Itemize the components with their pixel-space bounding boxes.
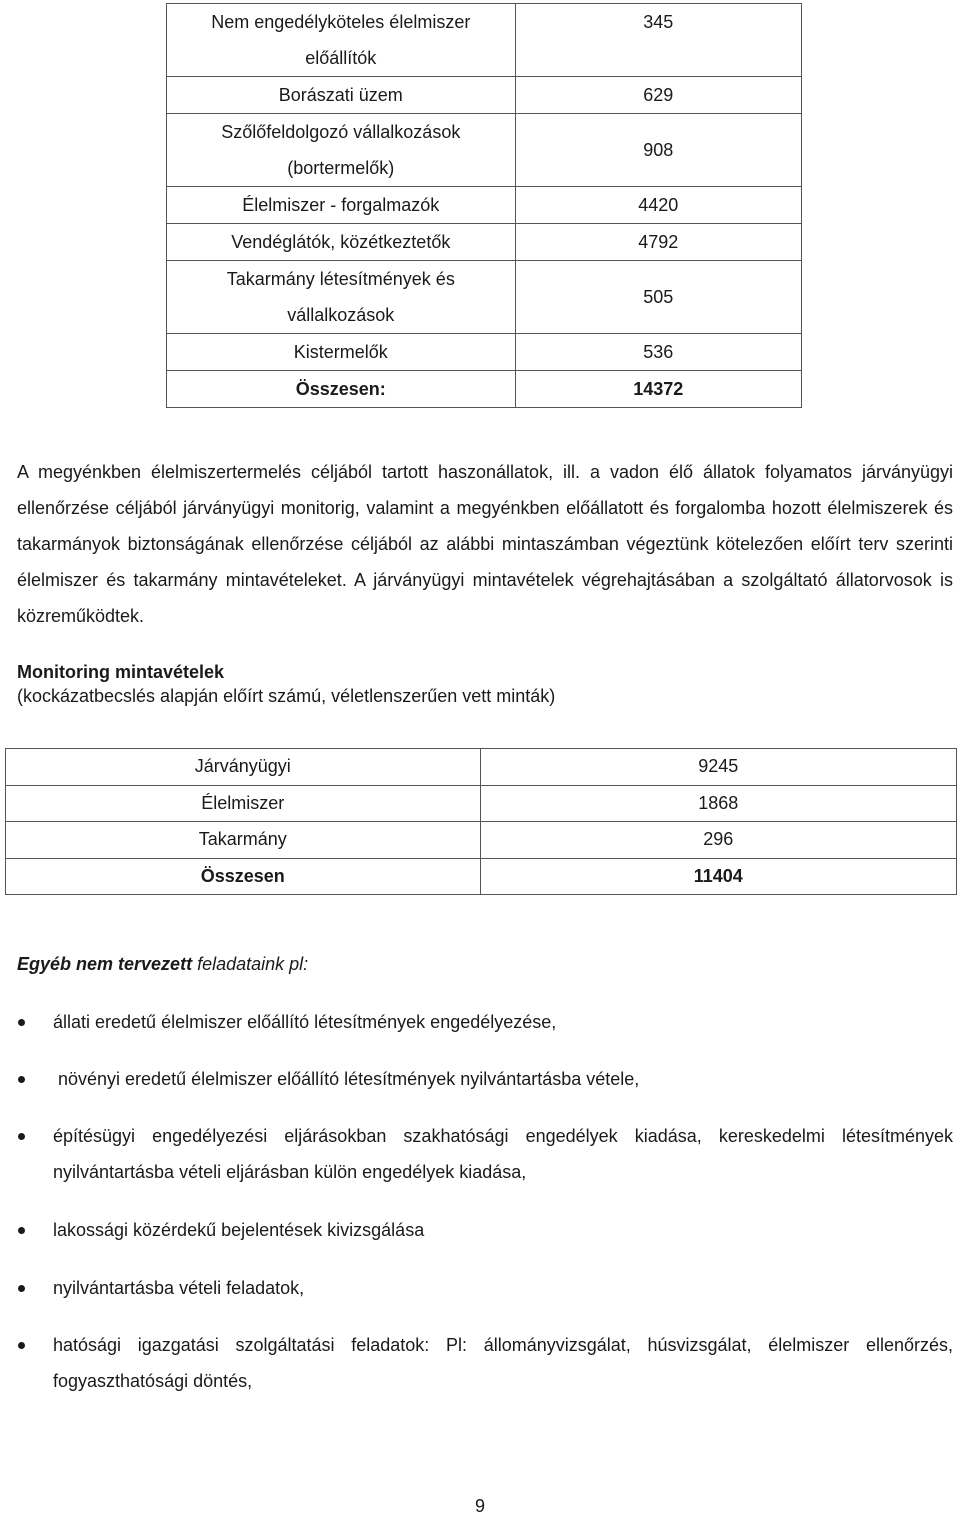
bullet-icon — [18, 1285, 25, 1292]
bullet-icon — [18, 1133, 25, 1140]
table-cell-label: Szőlőfeldolgozó vállalkozások (bortermelők) — [167, 114, 516, 187]
table-total-label: Összesen — [6, 858, 481, 895]
table-row — [167, 334, 802, 371]
list-item-text: állati eredetű élelmiszer előállító létesítmények engedélyezése, — [53, 1012, 557, 1032]
bullet-icon — [18, 1342, 25, 1349]
table-cell-value: 9245 — [480, 749, 956, 786]
table-cell-value: 4792 — [515, 224, 801, 261]
table-row — [167, 114, 802, 187]
bullet-icon — [18, 1076, 25, 1083]
bullet-icon — [18, 1019, 25, 1026]
table-cell-value: 908 — [515, 114, 801, 187]
table-total-label: Összesen: — [167, 371, 516, 408]
other-tasks-heading-rest: feladataink pl: — [192, 954, 309, 974]
list-item-text: nyilvántartásba vételi feladatok, — [53, 1278, 305, 1298]
table-cell-label: Élelmiszer - forgalmazók — [167, 187, 516, 224]
other-tasks-heading — [17, 952, 308, 976]
table-cell-label: Takarmány — [6, 822, 481, 859]
table-row — [6, 822, 957, 859]
table-row — [167, 261, 802, 334]
list-item-text: hatósági igazgatási szolgáltatási feladatok: Pl: állományvizsgálat, húsvizsgálat, élelmiszer ellenőrzés, fogyaszthatósági döntés, — [53, 1335, 953, 1391]
table-cell-label: Élelmiszer — [6, 785, 481, 822]
table-total-row — [6, 858, 957, 895]
table-row — [6, 785, 957, 822]
table-cell-label: Vendéglátók, közétkeztetők — [167, 224, 516, 261]
table-row — [167, 224, 802, 261]
table-cell-value: 536 — [515, 334, 801, 371]
table-cell-label: Járványügyi — [6, 749, 481, 786]
table-cell-value: 345 — [515, 4, 801, 77]
table-row — [167, 77, 802, 114]
section-heading: Monitoring mintavételek — [17, 662, 225, 682]
table-total-value: 11404 — [480, 858, 956, 895]
establishments-table — [166, 3, 802, 408]
table-cell-value: 505 — [515, 261, 801, 334]
monitoring-table — [5, 748, 957, 895]
list-item-text: növényi eredetű élelmiszer előállító létesítmények nyilvántartásba vétele, — [58, 1069, 640, 1089]
bullet-icon — [18, 1227, 25, 1234]
table-cell-value: 1868 — [480, 785, 956, 822]
table-cell-value: 296 — [480, 822, 956, 859]
table-total-row — [167, 371, 802, 408]
other-tasks-heading-bold: Egyéb nem tervezett — [17, 954, 193, 974]
table-row — [167, 187, 802, 224]
page-number: 9 — [474, 1496, 485, 1516]
list-item-text: lakossági közérdekű bejelentések kivizsgálása — [53, 1220, 425, 1240]
table-cell-label: Nem engedélyköteles élelmiszer előállítók — [167, 4, 516, 77]
table-total-value: 14372 — [515, 371, 801, 408]
table-cell-label: Borászati üzem — [167, 77, 516, 114]
table-row — [6, 749, 957, 786]
table-cell-value: 4420 — [515, 187, 801, 224]
table-cell-label: Kistermelők — [167, 334, 516, 371]
section-subheading: (kockázatbecslés alapján előírt számú, véletlenszerűen vett minták) — [17, 686, 556, 706]
table-row — [167, 4, 802, 77]
body-paragraph: A megyénkben élelmiszertermelés céljából tartott haszonállatok, ill. a vadon élő állatok folyamatos járványügyi ellenőrzése céljából járványügyi monitorig, valamint a megyénkben előállatott és forgalomba hozott élelmiszerek és takarmányok biztonságának ellenőrzése céljából az alábbi mintaszámban végeztünk kötelezően előírt terv szerinti élelmiszer és takarmány mintavételeket. A járványügyi mintavételek végrehajtásában a szolgáltató állatorvosok is közreműködtek. — [17, 462, 953, 626]
list-item-text: építésügyi engedélyezési eljárásokban szakhatósági engedélyek kiadása, kereskedelmi létesítmények nyilvántartásba vételi eljárásban külön engedélyek kiadása, — [53, 1126, 953, 1182]
table-cell-label: Takarmány létesítmények és vállalkozások — [167, 261, 516, 334]
table-cell-value: 629 — [515, 77, 801, 114]
